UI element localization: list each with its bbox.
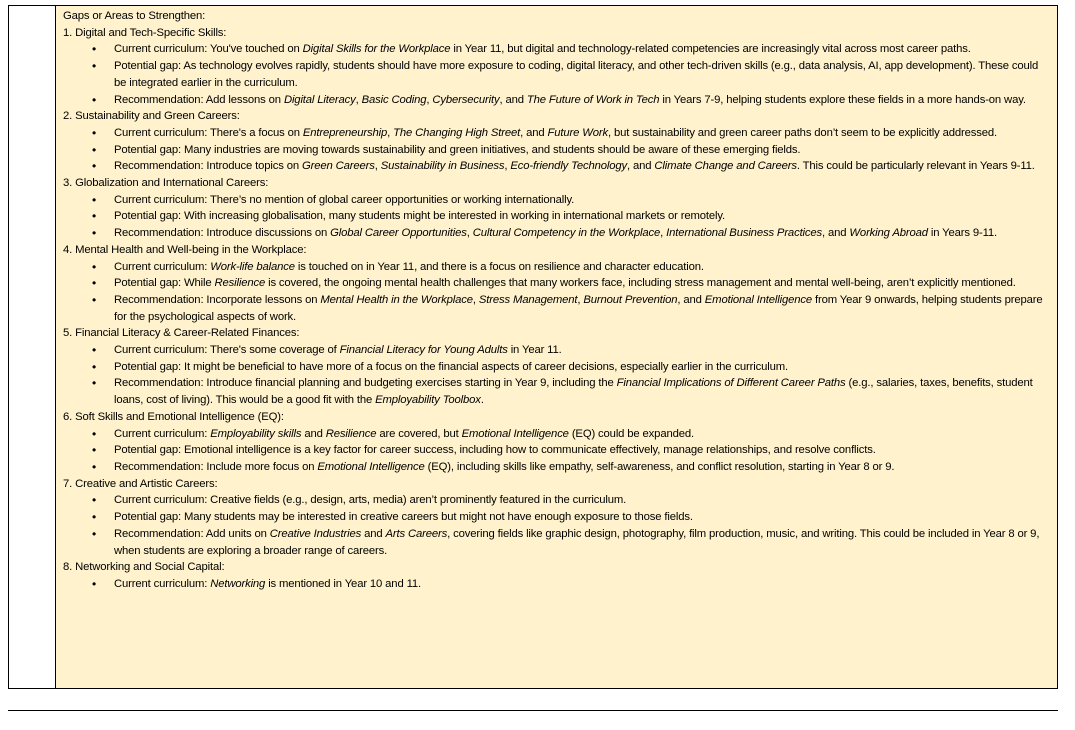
text-segment: , and xyxy=(499,93,527,106)
section-heading: 3. Globalization and International Careers: xyxy=(63,177,269,190)
bullet-list xyxy=(63,41,1051,108)
text-segment: from Year 9 onwards, helping students prepare for the psychological aspects of work. xyxy=(114,293,1043,323)
italic-topic: Working Abroad xyxy=(849,227,928,240)
text-segment: in Year 11, but digital and technology-related competencies are increasingly vital across most career paths. xyxy=(450,43,971,56)
italic-topic: Cultural Competency in the Workplace xyxy=(472,227,661,240)
list-item xyxy=(63,442,1051,459)
text-segment: Current curriculum: You've touched on xyxy=(114,43,303,56)
text-segment: Current curriculum: xyxy=(114,577,211,590)
text-segment: , and xyxy=(520,126,548,139)
list-item xyxy=(63,492,1051,509)
text-segment: . xyxy=(480,394,484,407)
text-segment: , and xyxy=(677,293,705,306)
list-item xyxy=(63,426,1051,443)
text-segment: Recommendation: Introduce financial planning and budgeting exercises starting in Year 9, including the xyxy=(114,377,617,390)
italic-topic: Eco-friendly Technology xyxy=(510,160,628,173)
section-heading: 8. Networking and Social Capital: xyxy=(63,561,225,574)
italic-topic: Future Work xyxy=(547,126,609,139)
text-segment: Current curriculum: xyxy=(114,260,211,273)
text-segment: Current curriculum: Creative fields (e.g., design, arts, media) aren’t prominently featured in the curriculum. xyxy=(114,494,627,507)
italic-topic: Financial Literacy for Young Adults xyxy=(339,344,508,357)
text-segment: , xyxy=(472,293,479,306)
italic-topic: Creative Industries xyxy=(269,527,362,540)
list-item xyxy=(63,526,1051,559)
list-item xyxy=(63,125,1051,142)
italic-topic: The Future of Work in Tech xyxy=(526,93,660,106)
document-table xyxy=(8,5,1058,689)
bullet-list xyxy=(63,342,1051,409)
italic-topic: Emotional Intelligence xyxy=(704,293,813,306)
text-segment: is covered, the ongoing mental health challenges that many workers face, including stress management and mental well-being, aren’t explicitly mentioned. xyxy=(265,277,1016,290)
horizontal-rule xyxy=(8,710,1058,711)
italic-topic: Employability skills xyxy=(210,427,302,440)
text-segment: Recommendation: Incorporate lessons on xyxy=(114,293,321,306)
list-item xyxy=(63,259,1051,276)
italic-topic: Stress Management xyxy=(478,293,578,306)
text-segment: Potential gap: Many students may be interested in creative careers but might not have enough exposure to those fields. xyxy=(114,511,693,524)
italic-topic: Burnout Prevention xyxy=(583,293,678,306)
text-segment: , but sustainability and green career paths don’t seem to be explicitly addressed. xyxy=(608,126,997,139)
text-segment: , xyxy=(466,227,473,240)
text-segment: in Years 7-9, helping students explore these fields in a more hands-on way. xyxy=(659,93,1026,106)
text-segment: , covering fields like graphic design, photography, film production, music, and writing. This could be included in Year 8 or 9, when students are exploring a broader range of careers. xyxy=(114,527,1040,557)
text-segment: , xyxy=(374,160,381,173)
italic-topic: Climate Change and Careers xyxy=(654,160,797,173)
text-segment: Recommendation: Add lessons on xyxy=(114,93,284,106)
italic-topic: Digital Literacy xyxy=(283,93,356,106)
bullet-list xyxy=(63,259,1051,326)
bullet-list xyxy=(63,192,1051,242)
bullet-list xyxy=(63,125,1051,175)
text-segment: Potential gap: It might be beneficial to have more of a focus on the financial aspects of career decisions, especially earlier in the curriculum. xyxy=(114,360,789,373)
text-segment: Recommendation: Introduce topics on xyxy=(114,160,303,173)
italic-topic: Emotional Intelligence xyxy=(317,460,425,473)
italic-topic: Resilience xyxy=(214,277,266,290)
italic-topic: Global Career Opportunities xyxy=(330,227,467,240)
italic-topic: Work-life balance xyxy=(210,260,295,273)
text-segment: (EQ), including skills like empathy, self-awareness, and conflict resolution, starting in Year 8 or 9. xyxy=(424,460,895,473)
section-heading: 2. Sustainability and Green Careers: xyxy=(63,110,240,123)
italic-topic: Emotional Intelligence xyxy=(461,427,569,440)
italic-topic: International Business Practices xyxy=(666,227,823,240)
text-segment: , xyxy=(387,126,394,139)
text-segment: in Years 9-11. xyxy=(927,227,998,240)
text-segment: Recommendation: Introduce discussions on xyxy=(114,227,331,240)
text-segment: and xyxy=(361,527,386,540)
section-heading: 4. Mental Health and Well-being in the Workplace: xyxy=(63,243,307,256)
list-item xyxy=(63,92,1051,109)
section-heading: 1. Digital and Tech-Specific Skills: xyxy=(63,26,227,39)
italic-topic: Networking xyxy=(210,577,266,590)
italic-topic: Financial Implications of Different Career Paths xyxy=(616,377,846,390)
text-segment: Recommendation: Include more focus on xyxy=(114,460,318,473)
text-segment: are covered, but xyxy=(376,427,462,440)
list-item xyxy=(63,275,1051,292)
text-segment: , and xyxy=(822,227,850,240)
bullet-list xyxy=(63,576,1051,593)
list-item xyxy=(63,41,1051,58)
italic-topic: Mental Health in the Workplace xyxy=(320,293,473,306)
table-left-column xyxy=(9,6,56,688)
text-segment: Current curriculum: xyxy=(114,427,211,440)
list-item xyxy=(63,359,1051,376)
section-heading: 5. Financial Literacy & Career-Related Finances: xyxy=(63,327,300,340)
list-item xyxy=(63,192,1051,209)
italic-topic: The Changing High Street xyxy=(393,126,521,139)
italic-topic: Sustainability in Business xyxy=(380,160,505,173)
italic-topic: Green Careers xyxy=(302,160,375,173)
list-item xyxy=(63,142,1051,159)
list-item xyxy=(63,576,1051,593)
list-item xyxy=(63,225,1051,242)
text-segment: . This could be particularly relevant in Years 9-11. xyxy=(796,160,1035,173)
text-segment: is mentioned in Year 10 and 11. xyxy=(265,577,421,590)
text-segment: , xyxy=(504,160,511,173)
list-item xyxy=(63,375,1051,408)
text-segment: Recommendation: Add units on xyxy=(114,527,270,540)
section-heading: 7. Creative and Artistic Careers: xyxy=(63,477,218,490)
text-segment: , and xyxy=(627,160,655,173)
text-segment: and xyxy=(301,427,326,440)
text-segment: (EQ) could be expanded. xyxy=(568,427,694,440)
italic-topic: Basic Coding xyxy=(361,93,427,106)
italic-topic: Arts Careers xyxy=(385,527,448,540)
italic-topic: Cybersecurity xyxy=(432,93,500,106)
italic-topic: Entrepreneurship xyxy=(302,126,388,139)
text-segment: , xyxy=(577,293,584,306)
text-segment: in Year 11. xyxy=(507,344,562,357)
section-heading: 6. Soft Skills and Emotional Intelligence (EQ): xyxy=(63,410,284,423)
italic-topic: Employability Toolbox xyxy=(375,394,481,407)
list-item xyxy=(63,58,1051,91)
text-segment: Current curriculum: There's some coverage of xyxy=(114,344,340,357)
bullet-list xyxy=(63,426,1051,476)
list-item xyxy=(63,158,1051,175)
text-segment: , xyxy=(426,93,433,106)
text-segment: Potential gap: While xyxy=(114,277,215,290)
list-item xyxy=(63,509,1051,526)
list-item xyxy=(63,292,1051,325)
text-segment: Potential gap: As technology evolves rapidly, students should have more exposure to coding, digital literacy, and other tech-driven skills (e.g., data analysis, AI, app development). These could be integrated earlier in the curriculum. xyxy=(114,60,1039,89)
cell-title: Gaps or Areas to Strengthen: xyxy=(63,10,206,22)
list-item xyxy=(63,342,1051,359)
italic-topic: Resilience xyxy=(325,427,377,440)
text-segment: Potential gap: Many industries are moving towards sustainability and green initiatives, and students should be aware of these emerging fields. xyxy=(114,143,801,156)
text-segment: , xyxy=(355,93,362,106)
text-segment: Current curriculum: There's a focus on xyxy=(114,126,303,139)
list-item xyxy=(63,208,1051,225)
bullet-list xyxy=(63,492,1051,559)
text-segment: (e.g., salaries, taxes, benefits, student loans, cost of living). This would be a good fit with the xyxy=(114,377,1033,407)
gaps-cell xyxy=(56,6,1057,688)
text-segment: Potential gap: With increasing globalisation, many students might be interested in working in international markets or remotely. xyxy=(114,210,726,223)
italic-topic: Digital Skills for the Workplace xyxy=(302,43,451,56)
text-segment: is touched on in Year 11, and there is a focus on resilience and character education. xyxy=(294,260,704,273)
text-segment: , xyxy=(660,227,667,240)
text-segment: Potential gap: Emotional intelligence is a key factor for career success, including how to communicate effectively, manage relationships, and resolve conflicts. xyxy=(114,444,876,457)
list-item xyxy=(63,459,1051,476)
text-segment: Current curriculum: There’s no mention of global career opportunities or working internationally. xyxy=(114,193,575,206)
